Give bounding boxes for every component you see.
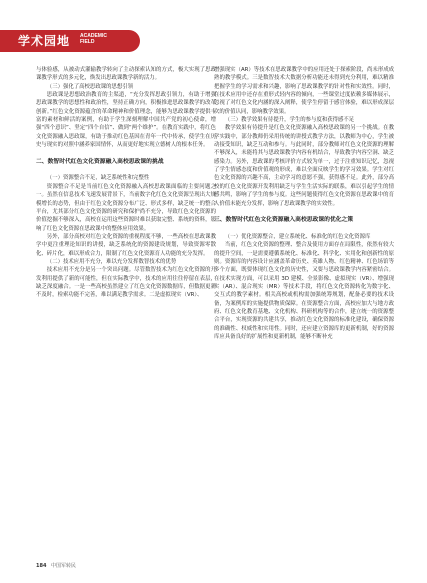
page-header <box>0 0 427 60</box>
body-paragraph: 增强现实（AR）等技术在思政课教学中的应用还处于探索阶段，尚未形成成熟的教学模式。三是数智技术大数据分析功能还未得到充分利用，难以精准把握学生的学习需求和兴趣，影响了思政课教学的针对性和实效性。同时，在技术应用中还存在重形式轻内容的倾向，一些课堂过度依赖多媒体展示，忽视了对红色文化内涵的深入阐释，使学生停留于感官体验，难以形成深层次的价值认同，影响教学效果。 <box>214 67 394 115</box>
body-paragraph: 另外，部分高校对红色文化资源的重视程度不够，一些高校在思政课教学中更注重理论知识的讲授，缺乏系统化的资源建设规划，导致资源零散化、碎片化，难以形成合力，限制了红色文化资源育人功能的充分发挥。 <box>36 233 216 257</box>
paragraph-gap <box>36 149 216 157</box>
section-heading: 二、数智时代红色文化资源融入高校思政课的挑战 <box>36 158 164 165</box>
subsection-heading: （一）优化资源整合，建立系统化、标准化的红色文化资源库 <box>224 233 371 240</box>
subsection-heading: （三）教学效果有待提升，学生的参与度和获得感不足 <box>224 117 355 124</box>
body-paragraph: 资源整合不足是当前红色文化资源融入高校思政课面临的主要问题之一。虽然在信息技术飞速发展背景下，当前数字化红色文化资源呈现出大规模增长的态势，但由于红色文化资源分布广泛、形式多样，缺乏统一的整合平台，尤其部分红色文化资源的研究和保护尚不充分，导致红色文化资源的价值挖掘不够深入，高校在运用这些资源时难以获取完整、系统的资料，影响了红色文化资源在思政课中的整体应用效果。 <box>36 183 216 232</box>
paragraph-gap <box>36 166 216 174</box>
body-paragraph: 教学效果有待提升是红色文化资源融入高校思政课的另一个挑战。在教学实践中，部分教师仍采用传统的讲授式教学方法，以教师为中心，学生被动接受知识，缺乏互动和参与。与此同时，部分教师对红色文化资源的理解不够深入，未能将其与思政课教学内容有机结合，导致教学内容空洞、缺乏感染力。另外，思政课的考核评价方式较为单一，过于注重知识记忆，忽视了学生情感态度和价值观的形成，难以全面反映学生的学习效果。学生对红色文化资源的兴趣不高，主动学习的意愿不强，获得感不足。此外，部分高校的红色文化资源开发利用缺乏与学生生活实际的联系，难以引起学生的情感共鸣，影响了学生的参与度。这些问题使得红色文化资源在思政课中的育人价值未能充分发挥，影响了思政课教学的实效性。 <box>214 125 394 207</box>
left-column <box>36 66 216 300</box>
subsection-heading: （三）强化了高校思政课的思想引领 <box>46 83 134 90</box>
body-paragraph: 与体验感，从被动式灌输教学转向了主动探索认知的方式，极大实现了思政课教学形式的多元化，焕发出思政课教学新的活力。 <box>36 67 216 82</box>
paragraph-gap <box>214 225 394 233</box>
section-heading: 三、数智时代红色文化资源融入高校思政课的优化之策 <box>214 217 354 224</box>
page-footer <box>36 562 76 570</box>
paragraph-gap <box>214 208 394 216</box>
body-paragraph: 当前，红色文化资源的整理、整合及使用方面存在局限性，依然有较大的提升空间，一是需要遵循系统化、标准化、科学化、实用化和创新性的原则。资源库的内容设计应涵盖革命历史、英雄人物、红色精神、红色场馆等多个方面，既要体现红色文化的历史性，又要与思政课教学内容紧密结合。在技术实现方面，可以采用 3D 建模、全景影像、虚拟现实（VR）、增强现实（AR）、混合现实（MR）等技术手段，将红色文化资源转化为数字化、交互式的教学素材。相关高校或机构需加强统筹规划，配备必要的技术设备，为案例库的实施提供物质保障。在资源整合方面，高校应加大与地方政府、红色文化教育基地、文化机构、科研机构等的合作，建立统一的资源整合平台，实现资源的共建共享，推动红色文化资源的标准化建设，确保资源的准确性、权威性和实用性。同时，还应建立资源库的更新机制，好的资源库应具备良好的扩展性和更新机制，能够不断补充 <box>214 242 394 340</box>
body-paragraph: 技术应用不充分是另一个突出问题。尽管数智技术为红色文化资源的开发利用提供了新的可能性，但在实际教学中，技术的应用往往停留在表层，缺乏深度融合。一是一些高校虽然建立了红色文化资源数据库，但数据更新不及时，检索功能不完善，难以满足教学需求。二是虚拟现实（VR）、 <box>36 267 216 299</box>
section-title: 学术园地 <box>18 34 71 48</box>
subsection-heading: （一）资源整合不足，缺乏系统性和完整性 <box>46 175 150 182</box>
page-number: 184 <box>36 563 47 569</box>
journal-name: 中国军转民 <box>51 563 77 569</box>
section-title-english: ACADEMIC FIELD <box>80 33 107 45</box>
right-column <box>214 66 394 341</box>
subsection-heading: （二）技术应用不充分，难以充分发挥数智技术的优势 <box>46 258 177 265</box>
body-paragraph: 思政课是思想政治教育的主渠道，“充分发挥思政引领力，有助于增强思政课教学的思想性和政治性，坚持正确方向，积极推进思政课教学的改革创新。”红色文化资源蕴含的革命精神和价值理念，能够为思政课教学提供丰富的素材和鲜活的案例，有助于学生深刻理解中国共产党的初心使命，增强“四个意识”、坚定“四个自信”、做到“两个维护”。在教育实践中，将红色文化资源融入思政课，有助于推动红色基因在青年一代中传承，使学生在历史与现实的对照中涵养家国情怀，从而更好地实现立德树人的根本任务。 <box>36 92 216 149</box>
